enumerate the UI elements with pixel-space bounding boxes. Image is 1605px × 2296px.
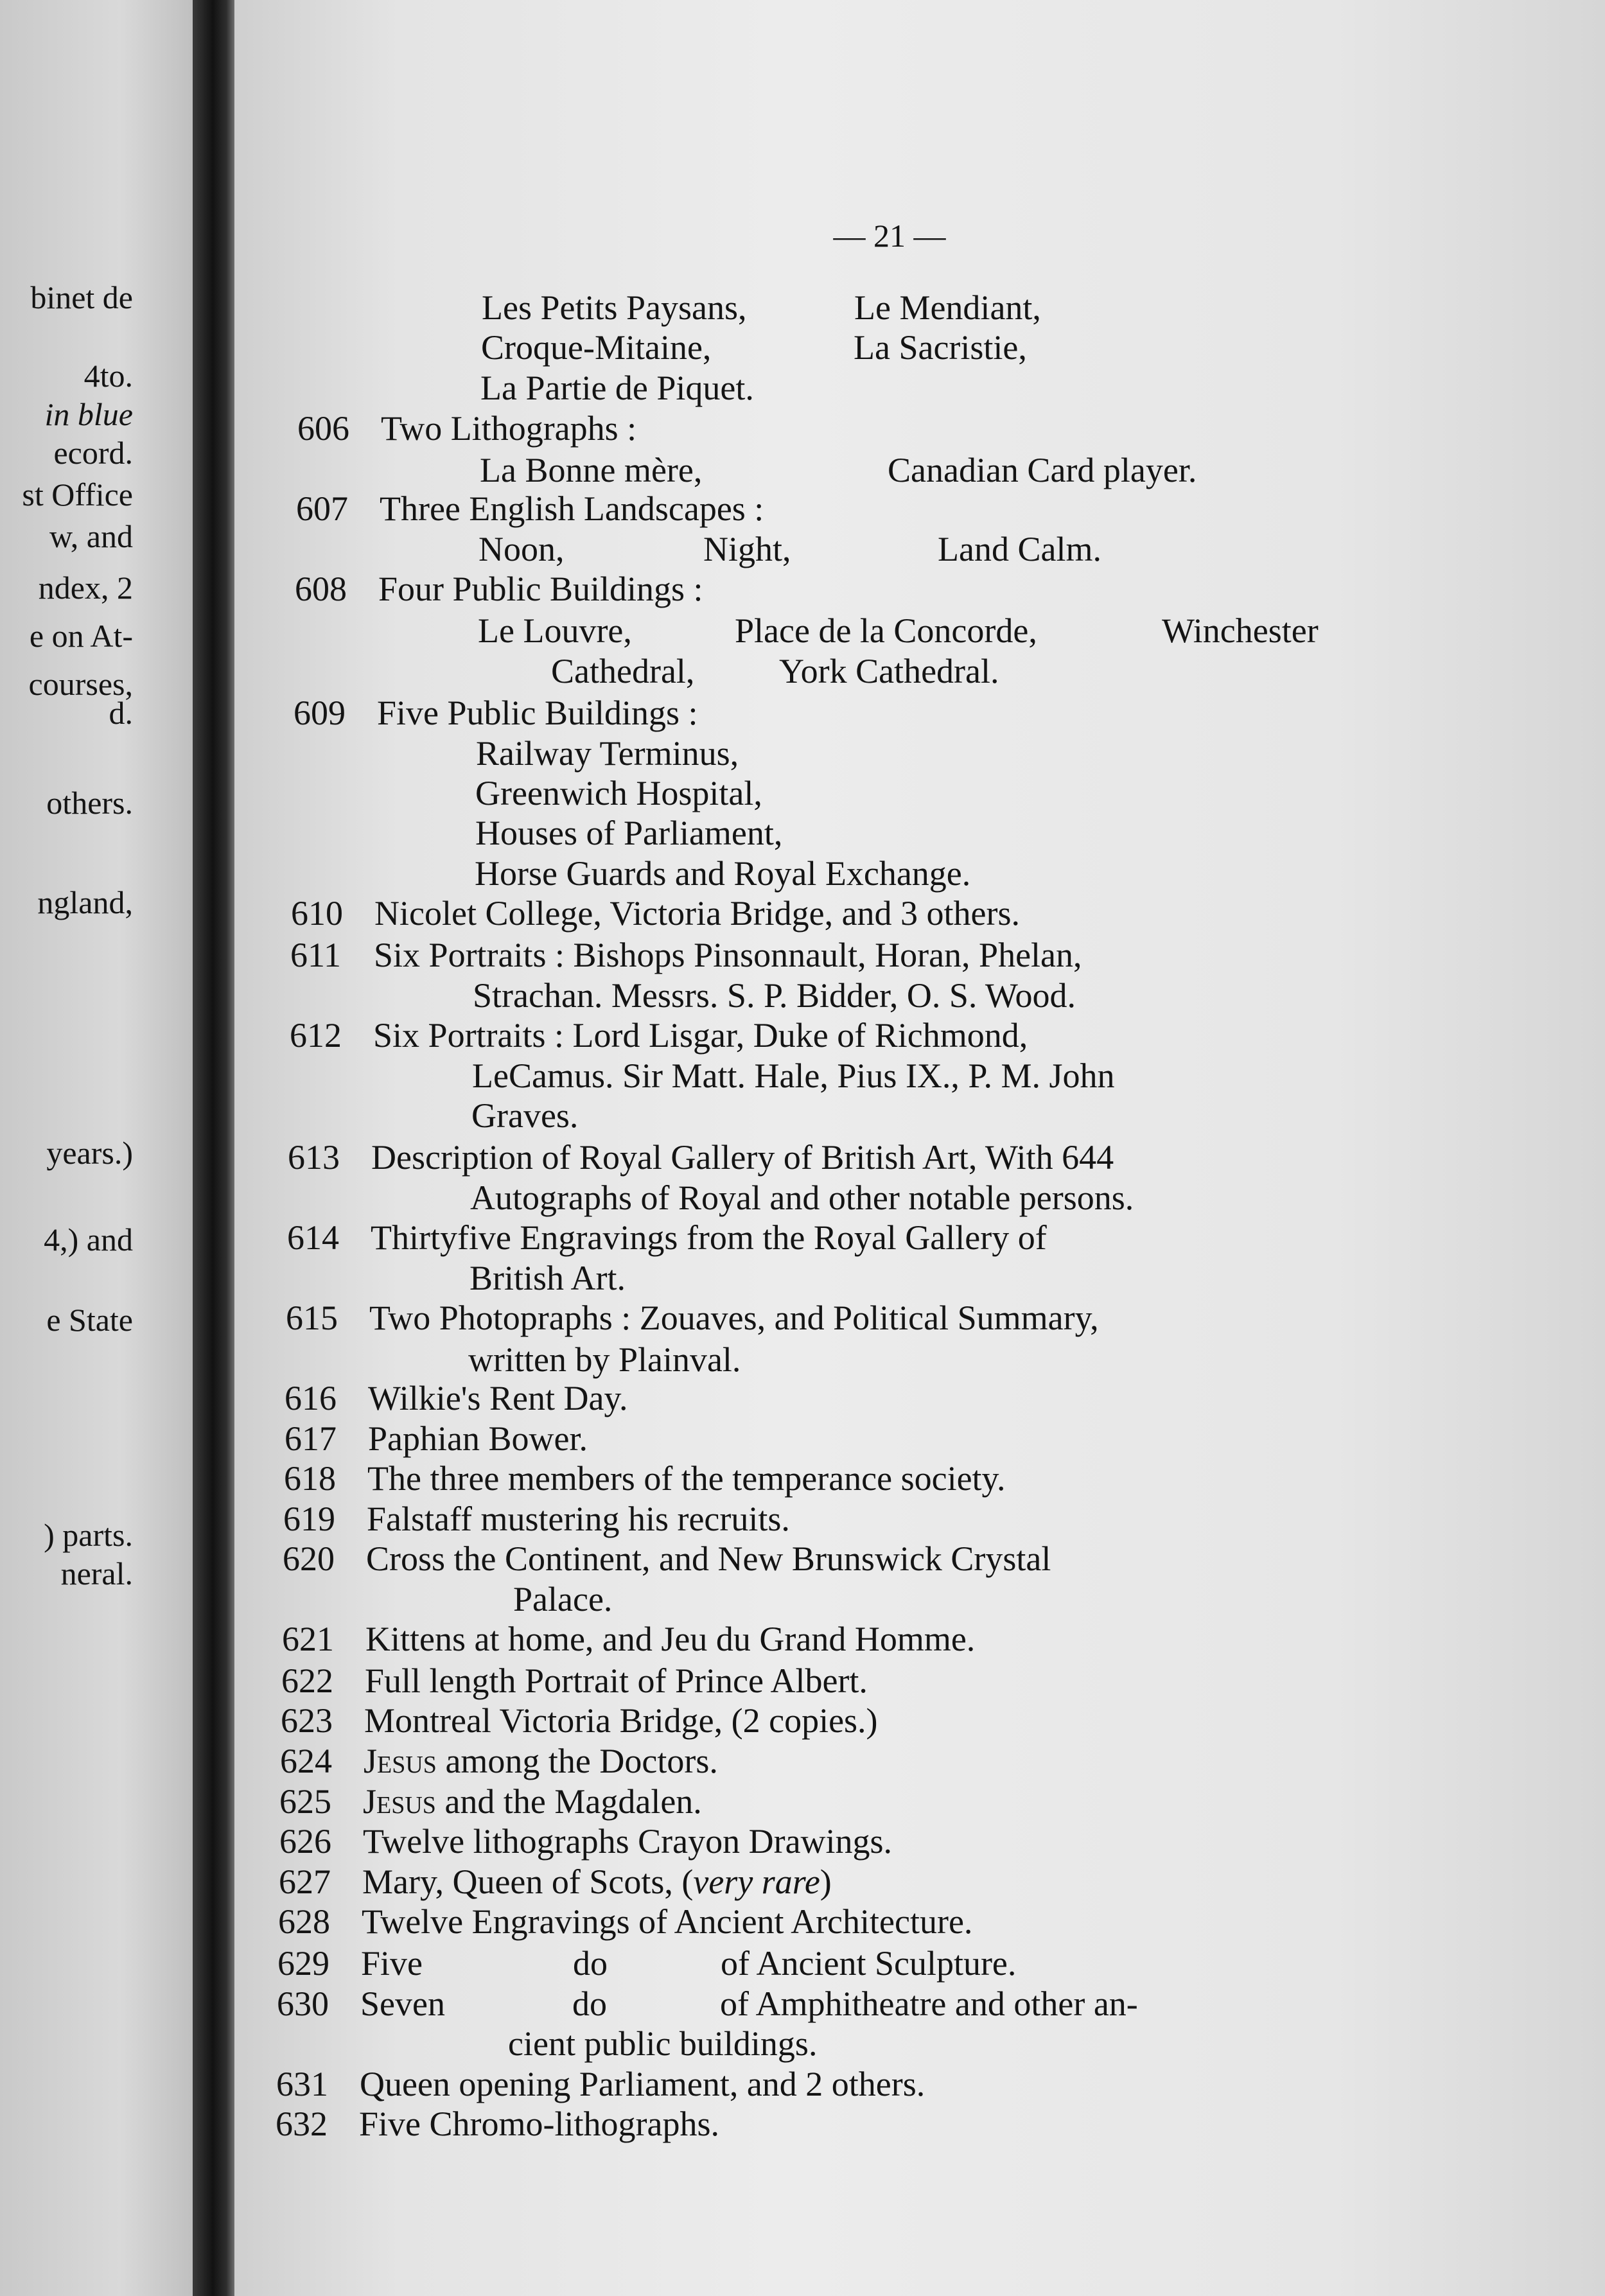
entry-text: Noon,: [478, 530, 565, 568]
entry-number: 619: [283, 1500, 335, 1538]
left-page-text-fragment: binet de: [30, 279, 133, 315]
entry-text: Le Louvre,: [478, 611, 632, 650]
entry-number: 621: [282, 1620, 334, 1658]
entry-number: 626: [279, 1822, 331, 1861]
entry-text: of Ancient Sculpture.: [721, 1944, 1017, 1983]
entry-number: 628: [278, 1902, 330, 1941]
entry-text: Twelve lithographs Crayon Drawings.: [363, 1822, 893, 1861]
entry-text: Five Chromo-lithographs.: [359, 2105, 719, 2143]
left-page-text-fragment: st Office: [22, 477, 133, 513]
entry-text: do: [573, 1944, 608, 1983]
left-page-text-fragment: 4,) and: [44, 1222, 133, 1258]
catalogue-page: [234, 0, 1605, 2296]
entry-text: very rare: [693, 1862, 820, 1901]
entry-text: written by Plainval.: [468, 1340, 741, 1379]
left-page-text-fragment: in blue: [44, 396, 133, 432]
entry-text: Les Petits Paysans,: [482, 288, 747, 327]
entry-number: 615: [286, 1299, 338, 1337]
entry-text: Full length Portrait of Prince Albert.: [365, 1661, 868, 1700]
entry-number: 620: [283, 1539, 335, 1578]
entry-number: 627: [279, 1862, 331, 1901]
entry-text: Croque-Mitaine,: [481, 328, 712, 367]
left-page-text-fragment: w, and: [49, 518, 133, 554]
entry-text: Jesus: [363, 1782, 436, 1821]
left-page-text-fragment: ngland,: [37, 884, 133, 920]
left-facing-page: [0, 0, 200, 2296]
entry-text: Canadian Card player.: [888, 451, 1197, 489]
entry-number: 622: [281, 1661, 333, 1700]
left-page-text-fragment: others.: [46, 785, 133, 821]
entry-text: Paphian Bower.: [368, 1419, 588, 1458]
entry-text: Greenwich Hospital,: [475, 774, 762, 812]
entry-text: Le Mendiant,: [854, 288, 1041, 327]
entry-text: Thirtyfive Engravings from the Royal Gallery of: [371, 1218, 1047, 1257]
entry-number: 617: [285, 1419, 337, 1458]
entry-text: Three English Landscapes :: [380, 489, 764, 528]
left-page-text-fragment: neral.: [60, 1555, 133, 1591]
entry-text: Wilkie's Rent Day.: [368, 1379, 628, 1417]
entry-text: Winchester: [1162, 611, 1319, 650]
entry-number: 625: [279, 1782, 331, 1821]
entry-text: Cathedral,: [551, 652, 695, 690]
entry-text: Five: [361, 1944, 423, 1983]
entry-number: 614: [287, 1218, 339, 1257]
entry-number: 618: [284, 1459, 336, 1498]
left-page-text-fragment: d.: [109, 695, 133, 731]
entry-number: 629: [277, 1944, 329, 1983]
entry-text: Place de la Concorde,: [735, 611, 1037, 650]
entry-text: La Sacristie,: [854, 328, 1027, 367]
book-gutter: [193, 0, 238, 2296]
entry-text: ): [820, 1862, 832, 1901]
entry-text: Six Portraits : Lord Lisgar, Duke of Richmond,: [373, 1016, 1028, 1055]
entry-text: Description of Royal Gallery of British Art, With 644: [371, 1138, 1114, 1177]
entry-text: Palace.: [513, 1580, 613, 1618]
entry-text: Jesus: [364, 1742, 437, 1780]
entry-text: Graves.: [471, 1096, 579, 1135]
left-page-text-fragment: e State: [46, 1302, 133, 1338]
entry-text: Seven: [360, 1985, 445, 2023]
entry-text: Montreal Victoria Bridge, (2 copies.): [364, 1701, 878, 1740]
entry-number: 630: [277, 1985, 329, 2023]
entry-text: The three members of the temperance society.: [367, 1459, 1006, 1498]
entry-text: Mary, Queen of Scots, (: [362, 1862, 694, 1901]
left-page-text-fragment: e on At-: [29, 618, 133, 654]
entry-number: 624: [280, 1742, 332, 1780]
entry-number: 616: [285, 1379, 337, 1417]
entry-text: Railway Terminus,: [476, 734, 739, 773]
entry-text: Two Photopraphs : Zouaves, and Political Summary,: [369, 1299, 1099, 1337]
entry-number: 613: [288, 1138, 340, 1177]
entry-text: LeCamus. Sir Matt. Hale, Pius IX., P. M. John: [472, 1056, 1115, 1095]
entry-number: 610: [291, 894, 343, 933]
entry-text: Falstaff mustering his recruits.: [367, 1500, 790, 1538]
entry-text: York Cathedral.: [779, 652, 999, 690]
entry-text: and the Magdalen.: [435, 1782, 702, 1821]
entry-text: Horse Guards and Royal Exchange.: [475, 854, 971, 893]
entry-text: La Partie de Piquet.: [480, 369, 754, 407]
left-page-text-fragment: courses,: [28, 666, 133, 702]
entry-number: 606: [297, 409, 349, 448]
entry-number: 623: [281, 1701, 333, 1740]
entry-number: 608: [295, 570, 347, 608]
entry-number: 612: [290, 1016, 342, 1055]
entry-number: 607: [296, 489, 348, 528]
entry-text: British Art.: [469, 1259, 626, 1297]
entry-text: La Bonne mère,: [480, 451, 703, 489]
entry-text: Land Calm.: [938, 530, 1101, 568]
entry-text: Autographs of Royal and other notable persons.: [470, 1179, 1134, 1217]
entry-text: Four Public Buildings :: [378, 570, 703, 608]
left-page-text-fragment: ecord.: [53, 435, 133, 471]
entry-number: 609: [294, 694, 346, 732]
entry-text: Twelve Engravings of Ancient Architecture.: [362, 1902, 973, 1941]
entry-number: 631: [276, 2065, 328, 2103]
left-page-text-fragment: 4to.: [83, 358, 133, 394]
entry-number: 611: [290, 936, 341, 974]
entry-text: cient public buildings.: [508, 2024, 818, 2063]
left-page-text-fragment: years.): [46, 1135, 133, 1171]
entry-text: of Amphitheatre and other an-: [720, 1985, 1138, 2023]
entry-text: among the Doctors.: [436, 1742, 718, 1780]
entry-text: Strachan. Messrs. S. P. Bidder, O. S. Wood.: [473, 976, 1076, 1015]
entry-text: Houses of Parliament,: [475, 814, 783, 852]
entry-text: Six Portraits : Bishops Pinsonnault, Horan, Phelan,: [374, 936, 1082, 974]
entry-text: do: [572, 1985, 607, 2023]
left-page-text-fragment: ) parts.: [44, 1517, 133, 1553]
entry-text: Nicolet College, Victoria Bridge, and 3 others.: [374, 894, 1021, 933]
entry-text: Kittens at home, and Jeu du Grand Homme.: [365, 1620, 976, 1658]
entry-text: Five Public Buildings :: [377, 694, 698, 732]
entry-text: Cross the Continent, and New Brunswick Crystal: [366, 1539, 1051, 1578]
entry-text: Queen opening Parliament, and 2 others.: [360, 2065, 925, 2103]
entry-text: Two Lithographs :: [381, 409, 637, 448]
entry-text: Night,: [703, 530, 791, 568]
entry-number: 632: [276, 2105, 328, 2143]
left-page-text-fragment: ndex, 2: [38, 570, 133, 606]
page-number: — 21 —: [833, 218, 946, 254]
